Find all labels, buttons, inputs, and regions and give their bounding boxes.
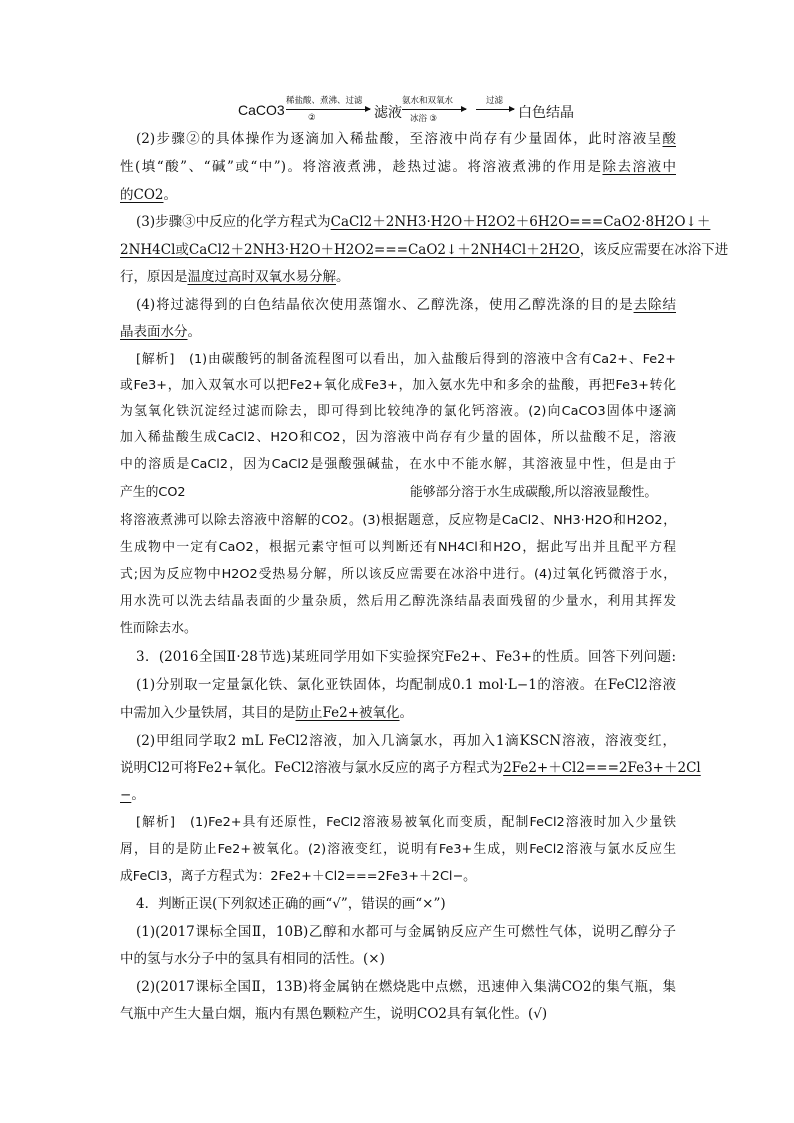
q3-section-p2-line-1: (2)甲组同学取2 mL FeCl2溶液，加入几滴氯水，再加入1滴KSCN溶液，溶液变红，	[136, 733, 676, 749]
q4-section-p1-line-1: (1)(2017课标全国Ⅱ，10B)乙醇和水都可与金属钠反应产生可燃性气体，说明乙醇分子	[136, 924, 676, 940]
q4-section-p1-line-2: 中的氢与水分子中的氢具有相同的活性。(×)	[120, 951, 385, 967]
flow-step1-reagent: 稀盐酸、煮沸、过滤	[286, 95, 363, 105]
q4-section-p2-line-2: 气瓶中产生大量白烟，瓶内有黑色颗粒产生，说明CO2具有氧化性。(√)	[120, 1006, 548, 1022]
q3-line-3: 行，原因是温度过高时双氧水易分解。	[120, 269, 350, 285]
q3-line-2: 2NH4Cl或CaCl2＋2NH3·H2O＋H2O2===CaO2↓＋2NH4Cl＋2H2O，该反应需要在冰浴下进	[120, 242, 729, 258]
q4-line-2: 晶表面水分。	[120, 324, 201, 340]
q4-answer-1: 去除结	[633, 297, 676, 313]
analysis2-line-1: [解析] (1)Fe2+具有还原性，FeCl2溶液易被氧化而变质，配制FeCl2溶液时加入少量铁	[136, 815, 676, 830]
analysis1-line-7: 将溶液煮沸可以除去溶液中溶解的CO2。(3)根据题意，反应物是CaCl2、NH3·H2O和H2O2，	[120, 513, 676, 528]
q3-answer-2: 2NH4Cl或CaCl2＋2NH3·H2O＋H2O2===CaO2↓＋2NH4Cl＋2H2O	[120, 242, 580, 258]
q4-line-1: (4)将过滤得到的白色结晶依次使用蒸馏水、乙醇洗涤，使用乙醇洗涤的目的是去除结	[136, 297, 676, 313]
analysis1-line-8: 生成物中一定有CaO2，根据元素守恒可以判断还有NH4Cl和H2O，据此写出并且配平方程	[120, 540, 676, 555]
analysis1-line-1: [解析] (1)由碳酸钙的制备流程图可以看出，加入盐酸后得到的溶液中含有Ca2+、Fe2+	[136, 352, 676, 367]
q3-line-1: (3)步骤③中反应的化学方程式为CaCl2＋2NH3·H2O＋H2O2＋6H2O===CaO2·8H2O↓＋	[136, 214, 711, 230]
analysis1-line-11: 性而除去水。	[120, 621, 197, 636]
q3-section-answer-2-cont: −	[120, 787, 132, 803]
flow-step2-reagent: 氨水和双氧水	[402, 95, 454, 105]
flow-middle: 滤液	[374, 104, 402, 120]
process-flow-diagram	[238, 96, 598, 130]
flow-end: 白色结晶	[518, 104, 574, 120]
analysis1-line-6: 产生的CO2 能够部分溶于水生成碳酸,所以溶液显酸性。	[120, 485, 658, 500]
q2-answer-1: 酸	[662, 131, 676, 147]
flow-arrow-1	[286, 109, 370, 110]
analysis1-line-4: 加入稀盐酸生成CaCl2、H2O和CO2，因为溶液中尚存有少量的固体，所以盐酸不足，溶液	[120, 430, 676, 445]
q2-line-2: 性(填“酸”、“碱”或“中”)。将溶液煮沸，趁热过滤。将溶液煮沸的作用是除去溶液中	[120, 159, 676, 175]
q3-section-title: 3．(2016全国Ⅱ·28节选)某班同学用如下实验探究Fe2+、Fe3+的性质。回答下列问题:	[136, 649, 676, 665]
q4-section-title: 4．判断正误(下列叙述正确的画“√”，错误的画“×”)	[136, 896, 446, 912]
analysis2-line-2: 屑，目的是防止Fe2+被氧化。(2)溶液变红，说明有Fe3+生成，则FeCl2溶液与氯水反应生	[120, 842, 676, 857]
flow-arrow-2	[402, 109, 466, 110]
flow-step2-condition: 冰浴 ③	[410, 113, 437, 123]
q3-section-p2-line-3: −。	[120, 787, 145, 803]
analysis2-line-3: 成FeCl3，离子方程式为：2Fe2+＋Cl2===2Fe3+＋2Cl−。	[120, 869, 476, 884]
analysis1-line-10: 用水洗可以洗去结晶表面的少量杂质，然后用乙醇洗涤结晶表面残留的少量水，利用其挥发	[120, 594, 676, 609]
analysis1-line-2: 或Fe3+，加入双氧水可以把Fe2+氧化成Fe3+，加入氨水先中和多余的盐酸，再把Fe3+转化	[120, 378, 676, 393]
q3-answer-1: CaCl2＋2NH3·H2O＋H2O2＋6H2O===CaO2·8H2O↓＋	[330, 214, 711, 230]
q3-section-answer-2: 2Fe2+＋Cl2===2Fe3+＋2Cl	[503, 760, 701, 776]
q3-section-p1-line-2: 中需加入少量铁屑，其目的是防止Fe2+被氧化。	[120, 705, 414, 721]
q2-answer-3: 的CO2	[120, 187, 164, 203]
flow-start: CaCO3	[238, 102, 285, 118]
flow-arrow-3	[476, 109, 514, 110]
q3-section-p2-line-2: 说明Cl2可将Fe2+氧化。FeCl2溶液与氯水反应的离子方程式为2Fe2+＋Cl2===2Fe3+＋2Cl	[120, 760, 701, 776]
q4-section-p2-line-1: (2)(2017课标全国Ⅱ，13B)将金属钠在燃烧匙中点燃，迅速伸入集满CO2的集气瓶，集	[136, 979, 676, 995]
q2-line-1: (2)步骤②的具体操作为逐滴加入稀盐酸，至溶液中尚存有少量固体，此时溶液呈酸	[136, 131, 676, 147]
q4-answer-2: 晶表面水分	[120, 324, 188, 340]
analysis1-line-9: 式;因为反应物中H2O2受热易分解，所以该反应需要在冰浴中进行。(4)过氧化钙微溶于水，	[120, 567, 676, 582]
q2-answer-2: 除去溶液中	[602, 159, 676, 175]
flow-step1-number: ②	[308, 112, 316, 122]
q3-section-answer-1: 防止Fe2+被氧化	[295, 705, 400, 721]
q2-line-3: 的CO2。	[120, 187, 177, 203]
analysis1-line-5: 中的溶质是CaCl2，因为CaCl2是强酸强碱盐，在水中不能水解，其溶液显中性，但是由于	[120, 457, 676, 472]
analysis1-line-3: 为氢氧化铁沉淀经过滤而除去，即可得到比较纯净的氯化钙溶液。(2)向CaCO3固体中逐滴	[120, 404, 676, 419]
q3-answer-3: 温度过高时双氧水易分解	[187, 269, 336, 285]
flow-step3-op: 过滤	[486, 95, 504, 105]
q3-section-p1-line-1: (1)分别取一定量氯化铁、氯化亚铁固体，均配制成0.1 mol·L−1的溶液。在FeCl2溶液	[136, 677, 676, 693]
